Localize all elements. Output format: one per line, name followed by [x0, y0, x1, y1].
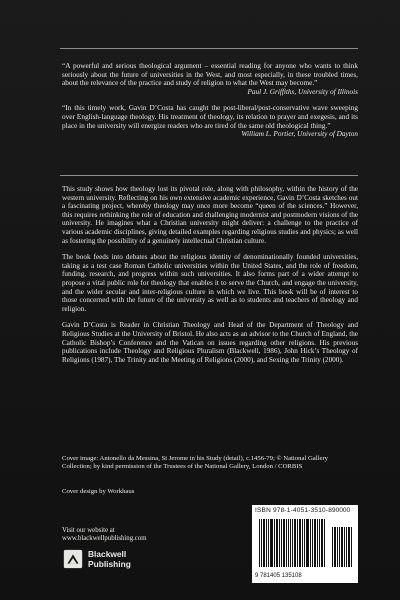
description-paragraph-1: This study shows how theology lost its pivotal role, along with philosophy, within the history of the western university. Reflecting on his own extensive academic experience, Gavin D’Costa sketches out a fascinating project, whereby theology may once more become “queen of the sciences.” However, this requires rethinking the role of education and challenging modernist and postmodern visions of the university. He imagines what a Christian university might deliver: a challenge to the practice of various academic disciplines, giving detailed examples regarding religious studies and physics; as well as fostering the possibility of a genuinely intellectual Christian culture.: [62, 185, 358, 245]
endorsement-author: William L. Portier, University of Dayton: [241, 130, 358, 139]
barcode-icon: [258, 517, 326, 573]
publisher-name-line-2: Publishing: [88, 559, 131, 569]
endorsements: [62, 62, 358, 139]
cover-design-credit: Cover design by Workhaus: [62, 488, 135, 495]
description-paragraph-2: The book feeds into debates about the religious identity of denominationally founded universities, taking as a test case Roman Catholic universities within the United States, and the role of freedom, funding, research, and progress within such universities. It also forms part of a wider attempt to propose a vital public role for theology that enables it to serve the Church, and engage the university, and the wider secular and inter-religious culture in which we live. This book will be of interest to those concerned with the future of the university as well as to students and teachers of theology and religion.: [62, 253, 358, 313]
publisher-logo: [62, 548, 131, 584]
website-info: [62, 527, 147, 544]
endorsement-author: Paul J. Griffiths, University of Illinois: [247, 87, 358, 96]
website-prompt: Visit our website at: [62, 527, 115, 534]
endorsement-text: “A powerful and serious theological argument – essential reading for anyone who wants to think seriously about the future of universities in the West, and most especially, in these troubled times, about the relevance of the practice and study of religion to what the West may become.”: [62, 62, 358, 88]
top-divider: [60, 48, 358, 49]
author-bio: Gavin D’Costa is Reader in Christian Theology and Head of the Department of Theology and Religious Studies at the University of Bristol. He also acts as an advisor to the Church of England, the Catholic Bishop’s Conference and the Vatican on issues regarding other religions. His previous publications include Theology and Religious Pluralism (Blackwell, 1986), John Hick’s Theology of Religions (1987), The Trinity and the Meeting of Religions (2000), and Sexing the Trinity (2000).: [62, 321, 358, 364]
ean-digits: 9 781405 135108: [255, 573, 302, 579]
publisher-name: [88, 549, 131, 569]
publisher-mark-icon: [62, 548, 84, 570]
endorsement-text: “In this timely work, Gavin D’Costa has caught the post-liberal/post-conservative wave sweeping over English-language theology. His treatment of theology, its relation to prayer and exegesis, and its place in the university will energize readers who are tired of the same old theological thing.”: [62, 104, 358, 130]
endorsement-1: [62, 62, 358, 96]
barcode-panel: [252, 505, 358, 583]
website-url: www.blackwellpublishing.com: [62, 535, 147, 543]
description: [62, 185, 358, 372]
cover-image-credit: [62, 455, 358, 471]
middle-divider: [60, 175, 358, 176]
price-code: 90000: [332, 507, 351, 514]
endorsement-2: [62, 104, 358, 138]
supplementary-barcode-icon: [330, 517, 354, 573]
cover-image-credit-text: Cover image: Antonello da Messina, St Jerome in his Study (detail), c.1456-79; © National Gallery Collection; by kind permission of the Trustees of the National Gallery, London / CORBIS: [62, 455, 329, 471]
isbn-text: ISBN 978-1-4051-3510-8: [255, 507, 333, 514]
publisher-name-line-1: Blackwell: [88, 549, 127, 559]
